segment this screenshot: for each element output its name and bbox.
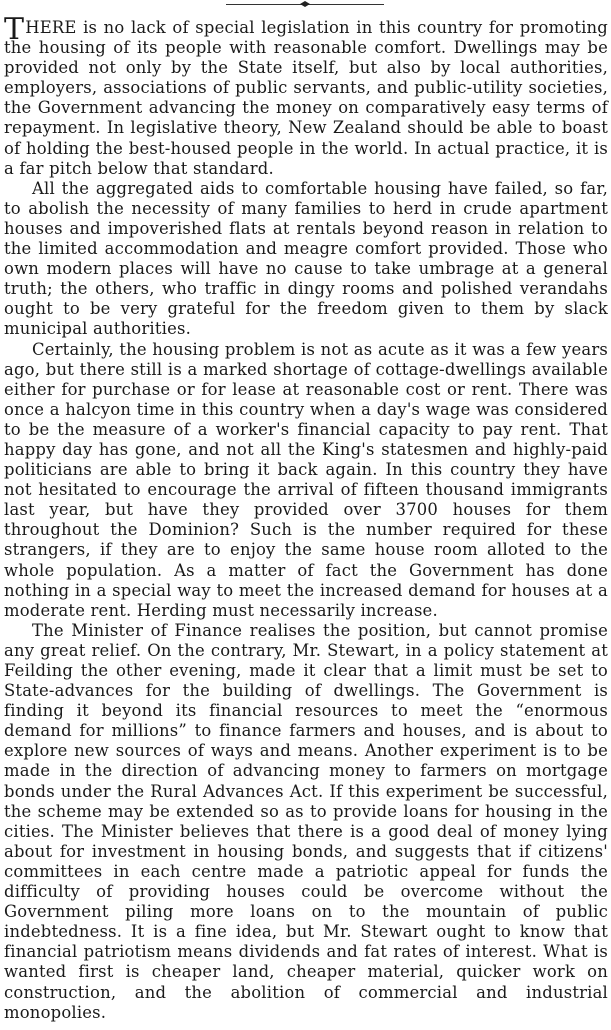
article-paragraph-3: Certainly, the housing problem is not as acute as it was a few years ago, but there still is a marked shortage of cottage-dwellings available either for purchase or for lease at reasonable cost or rent. There was once a halcyon time in this country when a day's wage was considered to be the measure of a worker's financial capacity to pay rent. That happy day has gone, and not all the King's statesmen and highly-paid politicians are able to bring it back again. In this country they have not hesitated to encourage the arrival of fifteen thousand immigrants last year, but have they provided over 3700 houses for them throughout the Dominion? Such is the number required for these strangers, if they are to enjoy the same house room alloted to the whole population. As a matter of fact the Government has done nothing in a special way to meet the increased demand for houses at a moderate rent. Herding must necessarily increase. [4,339,608,620]
article-paragraph-2: All the aggregated aids to comfortable housing have failed, so far, to abolish the necessity of many families to herd in crude apartment houses and impoverished flats at rentals beyond reason in relation to the limited accommodation and meagre comfort provided. Those who own modern places will have no cause to take umbrage at a general truth; the others, who traffic in dingy rooms and polished verandahs ought to be very grateful for the freedom given to them by slack municipal authorities. [4,178,608,339]
paragraph-text: HERE is no lack of special legislation in this country for promoting the housing of its people with reasonable comfort. Dwellings may be provided not only by the State itself, but also by local authorities, employers, associations of public servants, and public-utility societies, the Government advancing the money on comparatively easy terms of repayment. In legislative theory, New Zealand should be able to boast of holding the best-housed people in the world. In actual practice, it is a far pitch below that standard. [4,18,608,178]
article-paragraph-4: The Minister of Finance realises the position, but cannot promise any great relief. On the contrary, Mr. Stewart, in a policy statement at Feilding the other evening, made it clear that a limit must be set to State-advances for the building of dwellings. The Government is finding it beyond its financial resources to meet the “enormous demand for millions” to finance farmers and houses, and is about to explore new sources of ways and means. Another experiment is to be made in the direction of advancing money to farmers on mortgage bonds under the Rural Advances Act. If this experiment be successful, the scheme may be extended so as to provide loans for housing in the cities. The Minister believes that there is a good deal of money lying about for investment in housing bonds, and suggests that if citizens' committees in each centre made a patriotic appeal for funds the difficulty of providing houses could be overcome without the Government piling more loans on to the mountain of public indebtedness. It is a fine idea, but Mr. Stewart ought to know that financial patriotism means dividends and fat rates of interest. What is wanted first is cheaper land, cheaper material, quicker work on construction, and the abolition of commercial and industrial monopolies. [4,620,608,1022]
article-paragraph-1 [4,12,608,179]
rule-ornament-icon [300,1,310,7]
article-body [4,12,608,1023]
drop-cap: T [4,12,25,47]
